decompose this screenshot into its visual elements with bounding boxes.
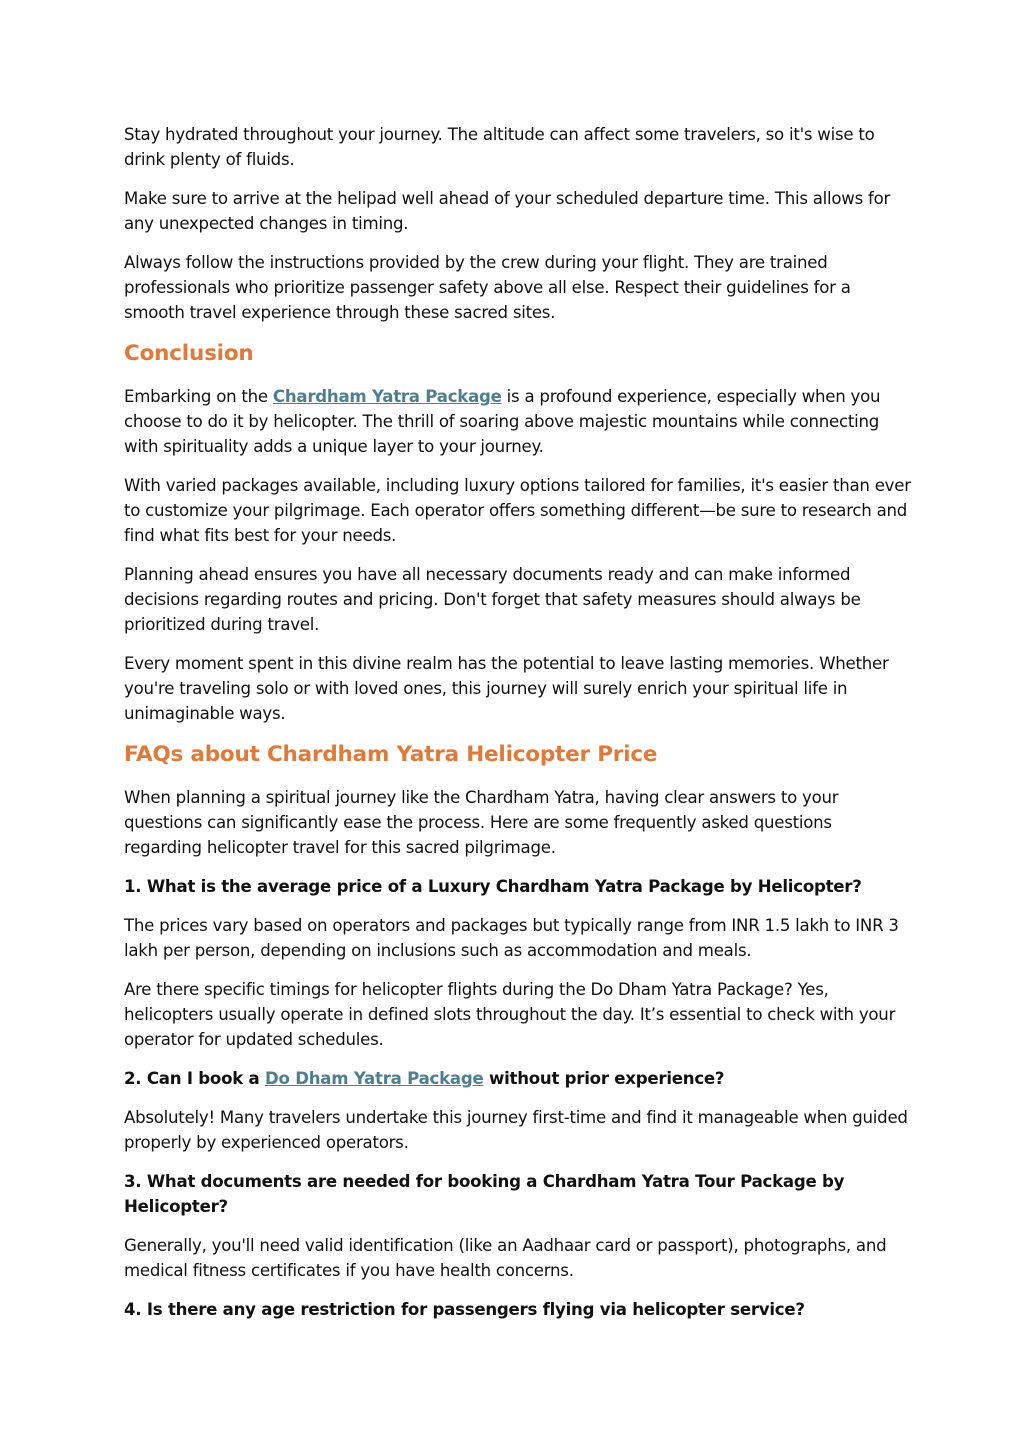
intro-paragraph-instructions: Always follow the instructions provided by the crew during your flight. They are trained professionals who prioritize passenger safety above all else. Respect their guidelines for a smooth travel experience through these sacred sites.: [124, 253, 851, 322]
conclusion-paragraph-3: Planning ahead ensures you have all necessary documents ready and can make informed decisions regarding routes and pricing. Don't forget that safety measures should always be prioritized during travel.: [124, 565, 861, 634]
faqs-intro: When planning a spiritual journey like the Chardham Yatra, having clear answers to your questions can significantly ease the process. Here are some frequently asked questions regarding helicopter travel for this sacred pilgrimage.: [124, 788, 839, 857]
faq-answer-3: Generally, you'll need valid identification (like an Aadhaar card or passport), photographs, and medical fitness certificates if you have health concerns.: [124, 1236, 887, 1280]
conclusion-paragraph-4: Every moment spent in this divine realm has the potential to leave lasting memories. Whether you're traveling solo or with loved ones, this journey will surely enrich your spiritual life in unimaginable ways.: [124, 654, 889, 723]
intro-paragraph-hydration: Stay hydrated throughout your journey. The altitude can affect some travelers, so it's wise to drink plenty of fluids.: [124, 125, 875, 169]
conclusion-p1-before: Embarking on the: [124, 387, 273, 406]
faq-question-4: 4. Is there any age restriction for passengers flying via helicopter service?: [124, 1300, 805, 1319]
conclusion-paragraph-1: [124, 384, 914, 459]
faq-question-1: 1. What is the average price of a Luxury Chardham Yatra Package by Helicopter?: [124, 877, 862, 896]
conclusion-paragraph-2: With varied packages available, including luxury options tailored for families, it's easier than ever to customize your pilgrimage. Each operator offers something different—be sure to research and find what fits best for your needs.: [124, 476, 911, 545]
faq-question-2: [124, 1066, 914, 1091]
faq-answer-2: Absolutely! Many travelers undertake this journey first-time and find it manageable when guided properly by experienced operators.: [124, 1108, 908, 1152]
chardham-yatra-package-link[interactable]: Chardham Yatra Package: [272, 387, 502, 406]
do-dham-yatra-package-link[interactable]: Do Dham Yatra Package: [265, 1069, 484, 1088]
document-page: [124, 122, 914, 1336]
conclusion-heading: Conclusion: [124, 341, 254, 366]
faq-q2-before: 2. Can I book a: [124, 1069, 266, 1088]
faq-q2-after: without prior experience?: [483, 1069, 725, 1088]
faq-answer-1b: Are there specific timings for helicopter flights during the Do Dham Yatra Package? Yes, helicopters usually operate in defined slots throughout the day. It’s essential to check with your operator for updated schedules.: [124, 980, 896, 1049]
intro-paragraph-arrival: Make sure to arrive at the helipad well ahead of your scheduled departure time. This allows for any unexpected changes in timing.: [124, 189, 891, 233]
faq-answer-1: The prices vary based on operators and packages but typically range from INR 1.5 lakh to INR 3 lakh per person, depending on inclusions such as accommodation and meals.: [124, 916, 899, 960]
conclusion-p1-after: is a profound experience, especially when you choose to do it by helicopter. The thrill of soaring above majestic mountains while connecting with spirituality adds a unique layer to your journey.: [124, 387, 881, 456]
faq-question-3: 3. What documents are needed for booking a Chardham Yatra Tour Package by Helicopter?: [124, 1172, 845, 1216]
faqs-heading: FAQs about Chardham Yatra Helicopter Price: [124, 742, 658, 767]
